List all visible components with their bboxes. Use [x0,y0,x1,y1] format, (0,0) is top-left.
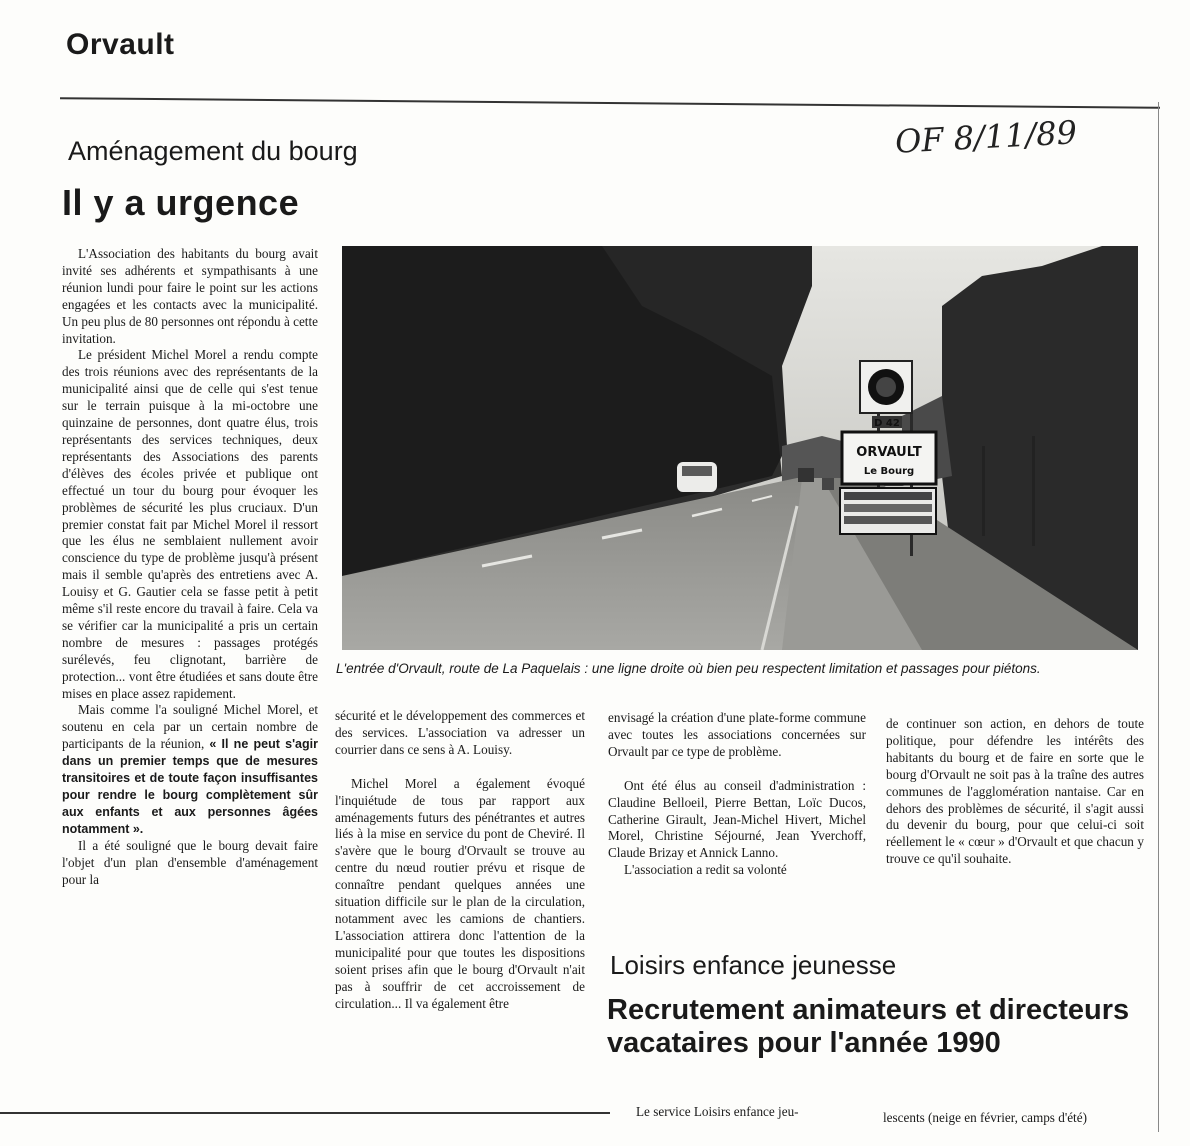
article-column-2 [335,708,585,1012]
town-sign-name: ORVAULT [856,445,922,460]
article-column-3 [608,710,866,879]
paragraph: Michel Morel a également évoqué l'inquiétude de tous par rapport aux aménagements futurs des pénétrantes et autres liés à la mise en service du pont de Cheviré. Il s'avère que le bourg d'Orvault se trouve au centre du nœud routier prévu et risque de connaître pendant quelques années une situation difficile sur le plan de la circulation, notamment avec les camions de chantiers. L'association attirera donc l'attention de la municipalité pour que toutes les dispositions soient prises afin que le bourg d'Orvault n'ait pas à souffrir de cet accroissement de circulation... Il va également être [335,775,585,1011]
paragraph-text: Mais comme l'a souligné Michel Morel, et soutenu en cela par un certain nombre de participants de la réunion, [62,702,318,752]
town-sign-sub: Le Bourg [863,466,915,477]
road-number: D 42 [874,418,900,429]
paragraph: Il a été souligné que le bourg devait faire l'objet d'un plan d'ensemble d'aménagement pour la [62,837,318,887]
paragraph: L'association a redit sa volonté [624,862,787,878]
paragraph [62,702,318,837]
right-edge-rule [1158,102,1159,1132]
second-article-fragment: lescents (neige en février, camps d'été) [883,1110,1087,1125]
article-headline: Il y a urgence [62,182,300,223]
article-column-1 [62,246,318,888]
paragraph: de continuer son action, en dehors de toute politique, pour défendre les intérêts des habitants du bourg et de faire en sorte que le bourg d'Orvault ne soit pas à la traîne des autres communes de l'agglomération nantaise. Car en dehors des problèmes de sécurité, il s'agit aussi du devenir du bourg, pour que celui-ci soit réellement le « cœur » d'Orvault et que chacun y trouve ce qu'il souhaite. [886,716,1144,867]
article-column-4 [886,716,1144,868]
paragraph: Le président Michel Morel a rendu compte des trois réunions avec des représentants de la municipalité ainsi que de celle qui s'est tenue sur le terrain puisque à la mi-octobre une quinzaine de personnes, dont quatre élus, trois représentants des services techniques, deux représentants des Associations des parents d'élèves des écoles privée et publique ont effectué un tour du bourg pour évoquer les problèmes de sécurité les plus cruciaux. D'un premier constat fait par Michel Morel il ressort que les élus ne semblaient nullement avoir conscience du type de problème jusqu'à présent mais il semble qu'après des entretiens avec A. Louisy et G. Gautier cela se fasse petit à petit même s'il reste encore du travail à faire. Cela va se vérifier car la municipalité a pris un certain nombre de mesures : passages protégés surélevés, feu clignotant, barrière de protection... vont être étudiées et sans doute être mises en place assez rapidement. [62,347,318,701]
article-photo [342,246,1138,650]
paragraph: Ont été élus au conseil d'administration : Claudine Belloeil, Pierre Bettan, Loïc Ducos, Catherine Girault, Jean-Michel Hivert, Michel Morel, Christine Séjourné, Jean Yverchoff, Claude Brizay et Annick Lanno. [608,777,866,861]
paragraph: sécurité et le développement des commerces et des services. L'association va adresser un courrier dans ce sens à A. Louisy. [335,708,585,757]
second-article-headline: Recrutement animateurs et directeurs vacataires pour l'année 1990 [607,994,1130,1059]
bottom-rule [0,1112,610,1114]
paragraph: envisagé la création d'une plate-forme commune avec toutes les associations concernées sur Orvault par ce type de problème. [608,710,866,759]
section-title: Orvault [66,28,175,61]
photo-caption: L'entrée d'Orvault, route de La Paquelais : une ligne droite où bien peu respectent limitation et passages pour piétons. [336,661,1041,676]
road-entrance-photo [342,246,1138,650]
bold-quote: « Il ne peut s'agir dans un premier temps que de mesures transitoires et de toute façon insuffisantes pour rendre le bourg complètement sûr aux enfants et aux personnes âgées notamment ». [62,737,318,836]
paragraph: L'Association des habitants du bourg avait invité ses adhérents et sympathisants à une réunion lundi pour faire le point sur les actions engagées et les contacts avec la municipalité. Un peu plus de 80 personnes ont répondu à cette invitation. [62,246,318,346]
top-rule [60,97,1160,109]
article-kicker: Aménagement du bourg [68,136,358,166]
second-article-kicker: Loisirs enfance jeunesse [610,950,897,980]
handwritten-date-note: OF 8/11/89 [894,113,1078,161]
second-article-intro: Le service Loisirs enfance jeu- [636,1104,799,1119]
